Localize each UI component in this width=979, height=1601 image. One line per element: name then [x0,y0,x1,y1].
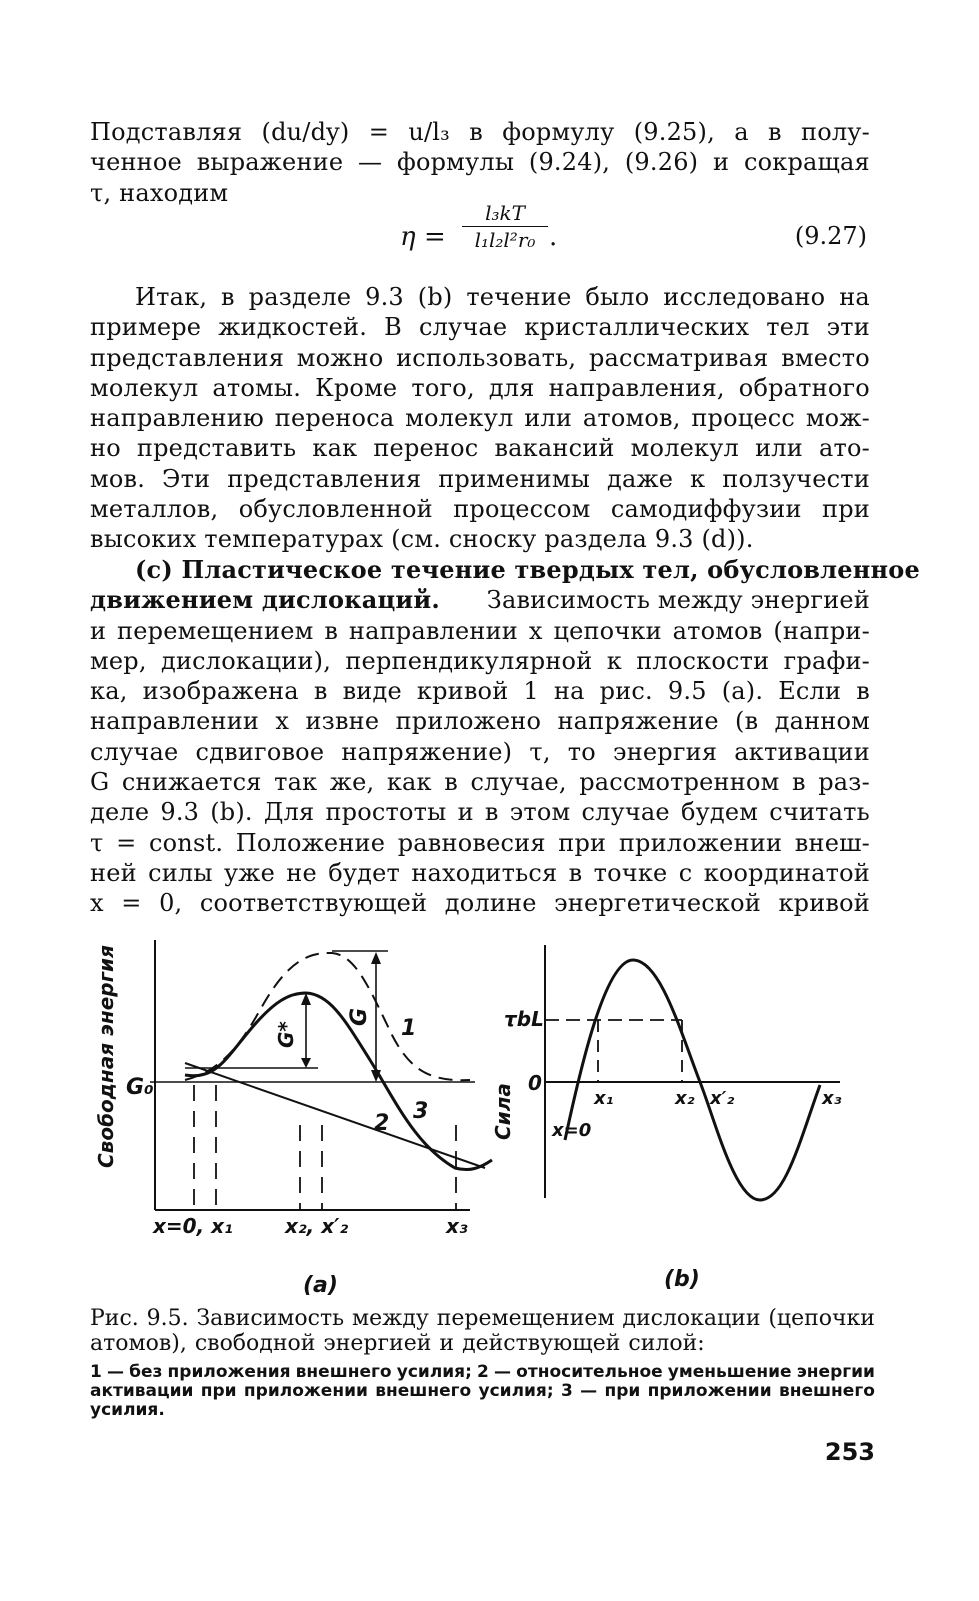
text-line: направлению переноса молекул или атомов, процесс мож- [90,404,870,433]
text-line: но представить как перенос вакансий молекул или ато- [90,434,870,463]
figure-caption [90,1306,875,1356]
panel-a-label: (a) [303,1273,338,1298]
text-line: случае сдвиговое напряжение) τ, то энергия активации [90,737,870,766]
formula-equals: = [424,222,446,252]
figure-9-5 [0,925,979,1300]
x3-label: x₃ [822,1088,842,1109]
g-label: G [347,1007,372,1026]
text-line: ней силы уже не будет находиться в точке с координатой [90,858,870,887]
text-line: τ, находим [90,178,229,207]
text-line [90,585,870,615]
text-line: деле 9.3 (b). Для простоты и в этом случае будем считать [90,798,870,827]
gstar-arrowhead-bottom [301,1058,311,1068]
text-line: металлов, обусловленной процессом самодиффузии при [90,495,870,524]
tick-label-x0-x1: x=0, x₁ [153,1214,233,1238]
formula-denominator: l₁l₂l²r₀ [474,228,536,252]
text-line: мов. Эти представления применимы даже к ползучести [90,464,870,493]
note-line: 1 — без приложения внешнего усилия; 2 — относительное уменьшение энергии [90,1362,875,1382]
text-line: направлении x извне приложено напряжение (в данном [90,707,870,736]
formula-fraction [462,200,548,253]
paragraph-1 [90,117,870,208]
text-line: высоких температурах (см. сноску раздела 9.3 (d)). [90,525,754,554]
panel-b-label: (b) [664,1267,700,1292]
x2-label: x₂ [675,1088,695,1109]
panel-b [545,945,840,1200]
gstar-label: G* [274,1021,298,1048]
text-line: представления можно использовать, рассматривая вместо [90,343,870,372]
tick-label-x3: x₃ [446,1214,468,1238]
paragraph-2 [90,282,870,555]
force-curve [565,960,820,1200]
caption-line: атомов), свободной энергией и действующей силой: [90,1331,705,1356]
panel-a [150,940,492,1210]
panel-b-ylabel: Сила [491,1083,515,1140]
text-line: и перемещением в направлении x цепочки атомов (напри- [90,616,870,645]
section-heading: (с) Пластическое течение твердых тел, обусловленное [135,555,920,584]
formula-lhs: η [400,222,416,252]
panel-b-labels [491,1007,842,1292]
text-line: τ = const. Положение равновесия при приложении внеш- [90,828,870,857]
figure-drawing [0,925,979,1300]
text-line: молекул атомы. Кроме того, для направления, обратного [90,373,870,402]
g0-label: G₀ [126,1075,154,1100]
figure-legend-note [90,1363,875,1420]
text-line: x = 0, соответствующей долине энергетической кривой [90,889,870,918]
curve-1-label: 1 [401,1016,417,1041]
text-span: Зависимость между энергией [486,586,870,615]
section-heading-line [90,555,920,585]
page-number: 253 [824,1438,875,1466]
curve-2-label: 2 [374,1111,390,1136]
text-line: ка, изображена в виде кривой 1 на рис. 9.5 (а). Если в [90,677,870,706]
x1-label: x₁ [594,1088,614,1109]
text-line: G снижается так же, как в случае, рассмотренном в раз- [90,768,870,797]
caption-line: Рис. 9.5. Зависимость между перемещением дислокации (цепочки [90,1306,875,1331]
paragraph-3 [90,555,920,919]
note-line: усилия. [90,1400,165,1420]
panel-b-dashed-verticals [598,1020,682,1082]
curve-3-label: 3 [413,1099,429,1124]
text-line: Подставляя (du/dy) = u/l₃ в формулу (9.25), а в полу- [90,118,870,146]
tick-label-x2: x₂, x′₂ [285,1214,349,1238]
formula-numerator: l₃kT [462,200,548,227]
panel-a-ylabel: Свободная энергия [94,945,118,1168]
section-heading-cont: движением дислокаций. [90,585,440,615]
formula-period: . [549,222,558,252]
curve-1-dashed [185,953,470,1080]
panel-a-labels [94,945,468,1298]
zero-label: 0 [528,1071,542,1095]
equation-number: (9.27) [794,222,867,250]
text-line: ченное выражение — формулы (9.24), (9.26) и сокращая [90,148,870,177]
g-arrowhead-top [371,952,381,964]
text-line: мер, дислокации), перпендикулярной к плоскости графи- [90,646,870,675]
text-line: Итак, в разделе 9.3 (b) течение было исследовано на [135,283,870,311]
tbl-label: τbL [504,1007,544,1031]
note-line: активации при приложении внешнего усилия; 3 — при приложении внешнего [90,1381,875,1401]
x0-label: x=0 [552,1120,592,1141]
x2-prime-label: x′₂ [710,1088,735,1109]
text-line: примере жидкостей. В случае кристаллических тел эти [90,313,870,342]
